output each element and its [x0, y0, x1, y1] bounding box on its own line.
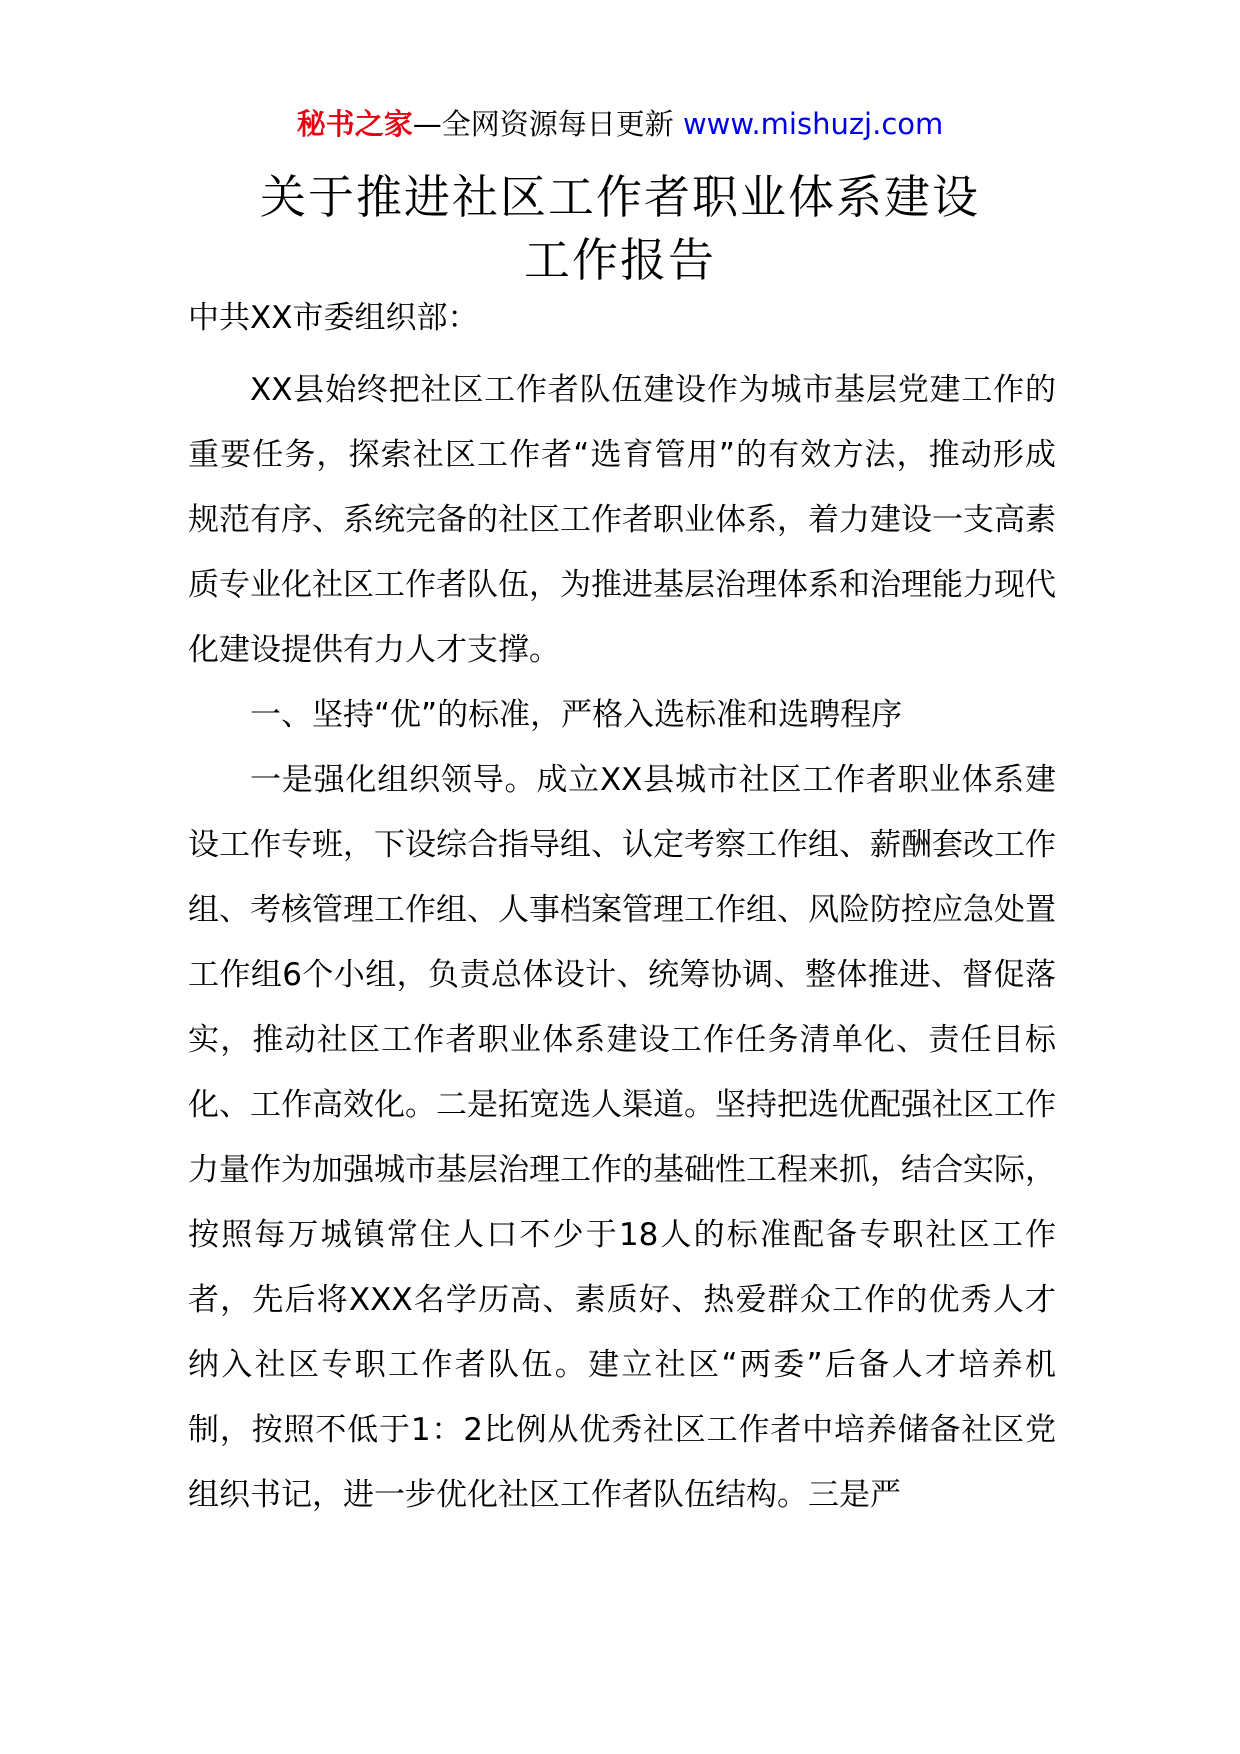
- document-title-line-1: 关于推进社区工作者职业体系建设: [260, 170, 980, 224]
- document-title-line-2: 工作报告: [524, 233, 716, 287]
- brand-name: 秘书之家: [296, 107, 413, 141]
- site-header: [0, 100, 1240, 148]
- header-tagline: —全网资源每日更新: [412, 107, 674, 141]
- site-url-link[interactable]: www.mishuzj.com: [682, 107, 944, 141]
- salutation: 中共XX市委组织部：: [188, 300, 479, 336]
- intro-paragraph: XX县始终把社区工作者队伍建设作为城市基层党建工作的重要任务，探索社区工作者“选育管用”的有效方法，推动形成规范有序、系统完备的社区工作者职业体系，着力建设一支高素质专业化社区工作者队伍，为推进基层治理体系和治理能力现代化建设提供有力人才支撑。: [188, 372, 1056, 668]
- document-body: [188, 358, 1056, 1528]
- section-1-paragraph: 一是强化组织领导。成立XX县城市社区工作者职业体系建设工作专班，下设综合指导组、认定考察工作组、薪酬套改工作组、考核管理工作组、人事档案管理工作组、风险防控应急处置工作组6个小组，负责总体设计、统筹协调、整体推进、督促落实，推动社区工作者职业体系建设工作任务清单化、责任目标化、工作高效化。二是拓宽选人渠道。坚持把选优配强社区工作力量作为加强城市基层治理工作的基础性工程来抓，结合实际，按照每万城镇常住人口不少于18人的标准配备专职社区工作者，先后将XXX名学历高、素质好、热爱群众工作的优秀人才纳入社区专职工作者队伍。建立社区“两委”后备人才培养机制，按照不低于1：2比例从优秀社区工作者中培养储备社区党组织书记，进一步优化社区工作者队伍结构。三是严: [188, 762, 1056, 1513]
- section-heading-1: 一、坚持“优”的标准，严格入选标准和选聘程序: [250, 697, 903, 733]
